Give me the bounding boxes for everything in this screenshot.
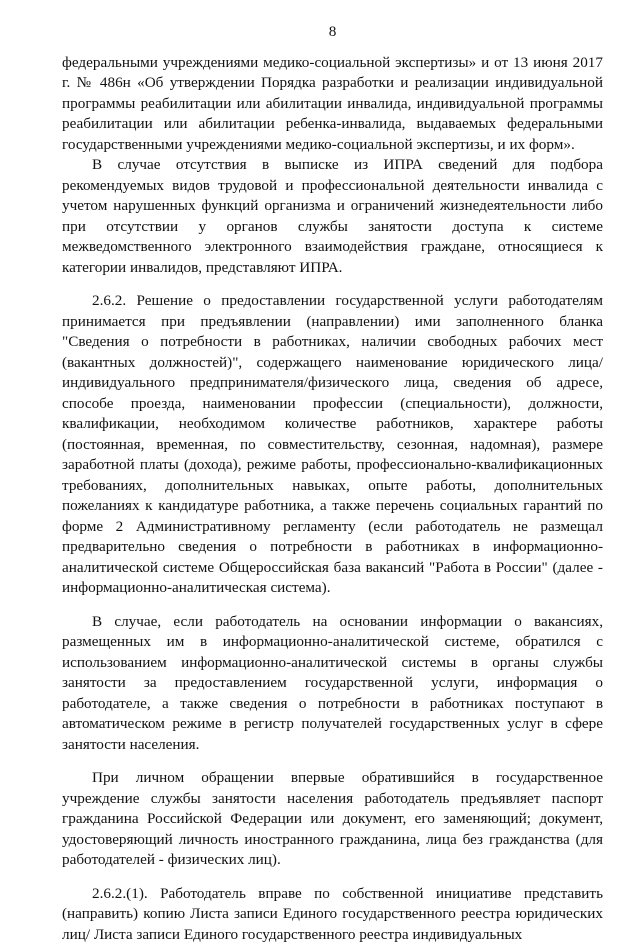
paragraph-2-6-2-1: 2.6.2.(1). Работодатель вправе по собственной инициативе представить (направить) копию Листа записи Единого государственного реестра юридических лиц/ Листа записи Единого государственного реестра индивидуальных — [62, 884, 603, 945]
paragraph-2-6-2: 2.6.2. Решение о предоставлении государственной услуги работодателям принимается при предъявлении (направлении) ими заполненного бланка "Сведения о потребности в работниках, наличии свободных рабочих мест (вакантных должностей)", содержащего наименование юридического лица/индивидуального предпринимателя/физического лица, сведения об адресе, способе проезда, наименовании профессии (специальности), должности, квалификации, необходимом количестве работников, характере работы (постоянная, временная, по совместительству, сезонная, надомная), размере заработной платы (дохода), режиме работы, профессионально-квалификационных требованиях, дополнительных навыках, опыте работы, дополнительных пожеланиях к кандидатуре работника, а также перечень социальных гарантий по форме 2 Административному регламенту (если работодатель не размещал предварительно сведения о потребности в работниках в информационно-аналитической системе Общероссийская база вакансий "Работа в России" (далее - информационно-аналитическая система). — [62, 291, 603, 599]
paragraph-personal-visit: При личном обращении впервые обратившийся в государственное учреждение службы занятости населения работодатель предъявляет паспорт гражданина Российской Федерации или документ, его заменяющий; документ, удостоверяющий личность иностранного гражданина, лица без гражданства (для работодателей - физических лиц). — [62, 768, 603, 871]
paragraph-continuation: федеральными учреждениями медико-социальной экспертизы» и от 13 июня 2017 г. № 486н «Об утверждении Порядка разработки и реализации индивидуальной программы реабилитации или абилитации инвалида, индивидуальной программы реабилитации или абилитации ребенка-инвалида, выдаваемых федеральными государственными учреждениями медико-социальной экспертизы, и их форм». — [62, 53, 603, 156]
paragraph-ipra-absence: В случае отсутствия в выписке из ИПРА сведений для подбора рекомендуемых видов трудовой и профессиональной деятельности инвалида с учетом нарушенных функций организма и ограничений жизнедеятельности либо при отсутствии у органов службы занятости доступа к системе межведомственного электронного взаимодействия граждане, относящиеся к категории инвалидов, представляют ИПРА. — [62, 155, 603, 278]
page-number: 8 — [62, 22, 603, 43]
paragraph-employer-online: В случае, если работодатель на основании информации о вакансиях, размещенных им в информационно-аналитической системе, обратился с использованием информационно-аналитической системы в органы службы занятости за предоставлением государственной услуги, информация о работодателе, а также сведения о потребности в работниках поступают в автоматическом режиме в регистр получателей государственных услуг в сфере занятости населения. — [62, 612, 603, 756]
